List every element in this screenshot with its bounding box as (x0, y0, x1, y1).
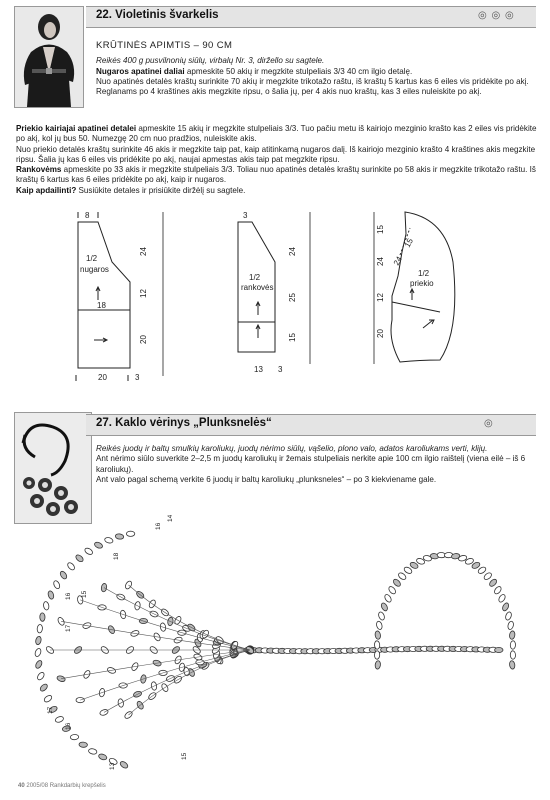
bead (101, 583, 108, 592)
back-text-2: Nuo apatinės detalės kraštų surinkite 70 akių ir megzkite trikotažo raštu, iš kraštų 5 kartus kas 6 eiles vis pridėkite po akį. Reglanams po 4 kraštines akis megzkite ripsu, o šalia jų, per 4 akis nuo kraštų, kas 3 eiles nuleiskite po akį. (96, 76, 529, 97)
back-top-width: 8 (85, 211, 90, 220)
diagram-number: 18 (113, 552, 120, 560)
bead (495, 647, 503, 652)
bead (392, 578, 402, 588)
front-label: Priekio kairiajai apatinei detalei (16, 124, 137, 133)
back-height-3: 20 (139, 335, 148, 344)
bead (36, 671, 45, 681)
bead (488, 578, 498, 588)
section-title-2: 27. Kaklo vėrinys „Plunksnelės“ (96, 417, 272, 429)
necklace-text-2: Ant valo pagal schemą verkite 6 juodų ir baltų karoliukų „plunksneles“ – po 3 kiekviename gale. (96, 474, 437, 484)
back-piece-outline (78, 222, 130, 368)
sleeve-bottom-width: 13 (254, 365, 263, 374)
bead (35, 636, 42, 645)
front-height-2: 24 (376, 257, 385, 266)
front-slope-1: 24 (391, 254, 404, 267)
diagram-number: 17 (47, 706, 54, 714)
bead (374, 651, 379, 660)
bead (498, 593, 507, 603)
front-height-4: 20 (376, 329, 385, 338)
bead (375, 660, 381, 669)
bead (40, 613, 45, 622)
bead (505, 611, 513, 621)
bead (55, 716, 65, 724)
jacket-photo (14, 6, 84, 108)
back-half-label: 1/2 (86, 254, 98, 263)
sleeve-text: apmeskite po 33 akis ir megzkite stulpeliais 3/3. Toliau nuo apatinės detalės kraštų surinkite po 58 akis ir megzkite trikotažo raštu. Iš kraštų 6 kartus kas 6 eiles pridėkite po akį, kaip ir nugaros. (16, 165, 536, 185)
back-height-2: 12 (139, 289, 148, 298)
finish-label: Kaip apdailinti? (16, 185, 77, 195)
instructions-22-wide (16, 124, 538, 196)
sleeve-height-2: 25 (288, 293, 297, 302)
pattern-schematics (0, 200, 550, 385)
bead (43, 694, 53, 703)
diagram-number: 16 (65, 592, 72, 600)
back-name-label: nugaros (80, 265, 109, 274)
bead (507, 621, 514, 630)
instructions-22 (96, 41, 540, 97)
footer-text: 2005/08 Rankdarbių krepšelis (26, 783, 106, 789)
bead (56, 675, 66, 683)
bead (501, 602, 509, 612)
diagram-number: 15 (181, 752, 188, 760)
bead (509, 631, 515, 640)
bead (376, 621, 383, 631)
front-slope-2: 15 (402, 236, 415, 249)
sleeve-height-1: 24 (288, 247, 297, 256)
bead (37, 624, 43, 633)
back-inner-width: 18 (97, 301, 106, 310)
bead (374, 641, 380, 650)
bead (66, 561, 75, 571)
sleeve-label: Rankovėms (16, 165, 62, 175)
bead (397, 572, 407, 581)
bead (39, 683, 49, 693)
bead (57, 616, 66, 626)
front-text: apmeskite 15 akių ir megzkite stulpeliais 3/3. Tuo pačiu metu iš kairiojo mezginio krašto kas 2 eiles vis pridėkite po akį, kol jų bus 50. Numezgę 20 cm nuo pradžios, nuleiskite akis. (16, 124, 537, 144)
sleeve-top-width: 3 (243, 211, 248, 220)
front-half-label: 1/2 (418, 269, 430, 278)
bead (493, 585, 502, 595)
back-bottom-width: 20 (98, 373, 107, 382)
bead (94, 541, 104, 549)
bead (88, 748, 97, 755)
diagram-number: 16 (65, 722, 72, 730)
bead (124, 580, 133, 590)
front-text-2: Nuo priekio detalės kraštų surinkite 46 akis ir megzkite taip pat, kaip atitinkamą nugaros dalį. Iš kairiojo mezginio krašto 4 kraštines akis megzkite ripsu. Šalia jų kas 6 eiles vis pridėkite po akį, naujai apmestas akis taip pat megzkite ripsu. (16, 144, 536, 164)
bead (509, 660, 515, 669)
materials-text: Reikės 400 g pusvilnonių siūlų, virbalų Nr. 3, diržello su sagtele. (96, 56, 325, 66)
diagram-number: 14 (167, 514, 174, 522)
bead (126, 531, 134, 536)
bead (79, 742, 88, 748)
necklace-text-1: Ant nėrimo siūlo suverkite 2–2,5 m juodų karoliukų ir žemais stulpeliais nerkite apie 100 cm ilgio raištelį (viena eilė – iš 6 karoliukų). (96, 454, 526, 474)
bead (43, 601, 50, 610)
front-height-1: 15 (376, 225, 385, 234)
bead-feather-diagram (0, 500, 550, 780)
front-name-label: priekio (410, 279, 434, 288)
section-header-22 (86, 6, 536, 28)
bead (76, 698, 84, 703)
bead (47, 590, 55, 600)
section-header-27 (86, 414, 536, 436)
instructions-27 (96, 444, 540, 485)
back-height-1: 24 (139, 247, 148, 256)
bead (98, 753, 108, 761)
bead (84, 547, 94, 556)
diagram-number: 16 (155, 522, 162, 530)
bead (383, 593, 392, 603)
bead (115, 533, 124, 539)
bead (34, 659, 43, 669)
bead (53, 580, 61, 590)
chest-size-label: KRŪTINĖS APIMTIS – 90 CM (96, 40, 233, 51)
bead (510, 651, 516, 660)
bead (75, 554, 85, 563)
diagram-number: 15 (81, 590, 88, 598)
bead (380, 602, 389, 612)
yarn-difficulty-icon: ◎ ◎ ◎ (478, 10, 515, 21)
bead (119, 760, 129, 769)
finish-text: Susiūkite detales ir prisiūkite diržėlį su sagtele. (76, 185, 246, 195)
bead (510, 641, 516, 650)
bead (70, 734, 79, 740)
diagram-number: 13 (109, 762, 116, 770)
sleeve-half-label: 1/2 (249, 273, 261, 282)
section-title: 22. Violetinis švarkelis (96, 9, 219, 21)
page-number: 40 (18, 783, 25, 789)
bead (388, 585, 397, 595)
back-bottom-rib: 3 (135, 373, 140, 382)
diagram-number: 17 (65, 624, 72, 632)
sleeve-bottom-rib: 3 (278, 365, 283, 374)
bead (375, 631, 382, 640)
bead (59, 570, 68, 580)
yarn-difficulty-icon-2: ◎ (484, 418, 494, 429)
bead (34, 648, 42, 658)
bead (104, 537, 114, 544)
materials-text-2: Reikės juodų ir baltų smulkių karoliukų, juodų nėrimo siūlų, vąšelio, plono valo, adatos karoliukams verti, klijų. (96, 444, 488, 453)
back-text: apmeskite 50 akių ir megzkite stulpeliais 3/3 40 cm ilgio detalę. (184, 66, 413, 76)
sleeve-height-3: 15 (288, 333, 297, 342)
page-footer (18, 783, 106, 789)
bead (378, 611, 386, 621)
sleeve-name-label: rankovės (241, 283, 274, 292)
back-label: Nugaros apatinei daliai (96, 66, 185, 76)
bead (483, 572, 493, 581)
front-height-3: 12 (376, 293, 385, 302)
